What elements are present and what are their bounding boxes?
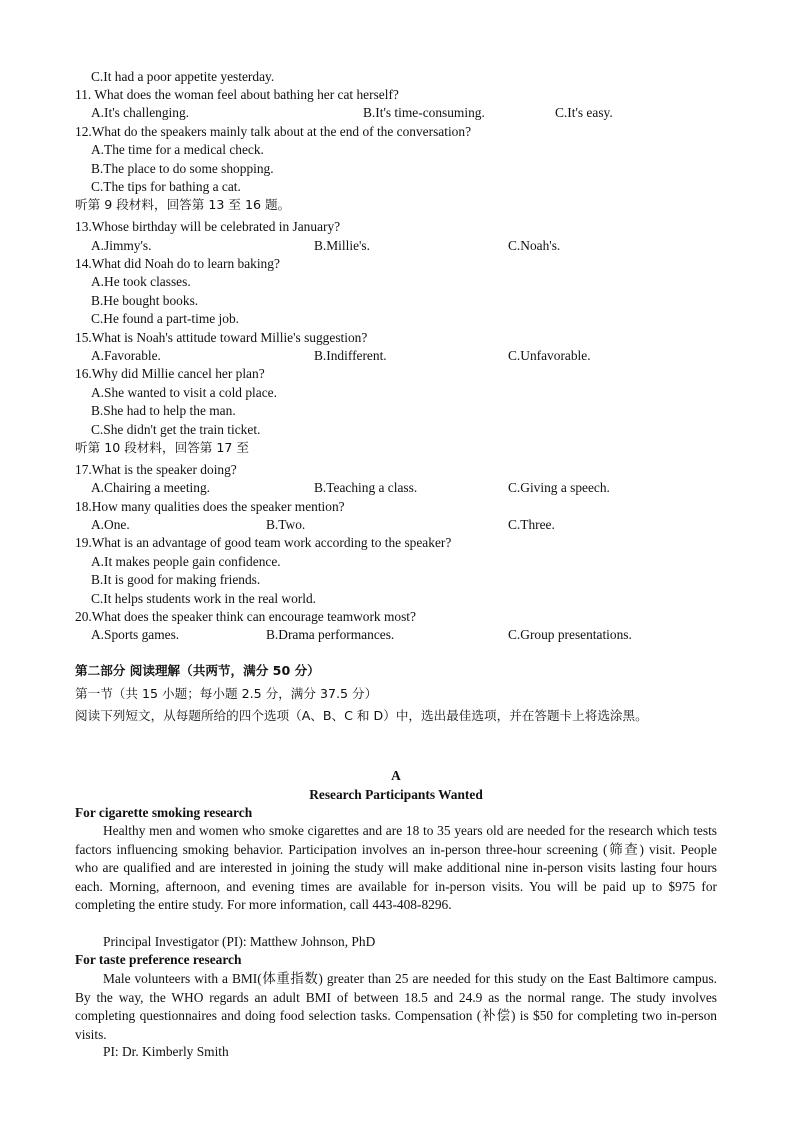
q20-option-c: C.Group presentations. xyxy=(508,627,632,642)
q11-option-c: C.It's easy. xyxy=(555,105,613,120)
q18-option-c: C.Three. xyxy=(508,517,555,532)
q12-stem: 12.What do the speakers mainly talk about at the end of the conversation? xyxy=(75,124,472,139)
q13-option-c: C.Noah's. xyxy=(508,238,561,253)
q14-option-c: C.He found a part-time job. xyxy=(91,311,240,326)
q15-option-b: B.Indifferent. xyxy=(314,348,387,363)
q11-stem: 11. What does the woman feel about bathing her cat herself? xyxy=(75,87,399,102)
q11-option-b: B.It's time-consuming. xyxy=(363,105,485,120)
q18-option-a: A.One. xyxy=(91,517,130,532)
q16-option-a: A.She wanted to visit a cold place. xyxy=(91,385,277,400)
q16-option-c: C.She didn't get the train ticket. xyxy=(91,422,261,437)
q13-option-b: B.Millie's. xyxy=(314,238,370,253)
passage-title: Research Participants Wanted xyxy=(309,787,483,802)
part-2-title: 第二部分 阅读理解（共两节，满分 50 分） xyxy=(75,663,320,678)
q10-option-c: C.It had a poor appetite yesterday. xyxy=(91,69,275,84)
q13-stem: 13.Whose birthday will be celebrated in January? xyxy=(75,219,341,234)
q13-option-a: A.Jimmy's. xyxy=(91,238,152,253)
paragraph-smoking xyxy=(75,822,717,915)
q16-option-b: B.She had to help the man. xyxy=(91,403,236,418)
q19-option-c: C.It helps students work in the real world. xyxy=(91,591,316,606)
q17-stem: 17.What is the speaker doing? xyxy=(75,462,237,477)
section-10-instruction: 听第 10 段材料，回答第 17 至 xyxy=(75,440,250,455)
q12-option-c: C.The tips for bathing a cat. xyxy=(91,179,241,194)
paragraph-smoking-text: Healthy men and women who smoke cigarettes and are 18 to 35 years old are needed for the research which tests factors influencing smoking behavior. Participation involves an in-person three-hour screening (筛查) visit. People who are qualified and are interested in joining the study will make additional nine in-person visits lasting four hours each. Morning, afternoon, and evening times are available for in-person visits. You will be paid up to $975 for completing the entire study. For more information, call 443-408-8296. xyxy=(75,823,717,912)
q14-stem: 14.What did Noah do to learn baking? xyxy=(75,256,280,271)
q15-option-c: C.Unfavorable. xyxy=(508,348,591,363)
q15-option-a: A.Favorable. xyxy=(91,348,161,363)
section-heading-smoking: For cigarette smoking research xyxy=(75,805,253,820)
part-2-section-1: 第一节（共 15 小题；每小题 2.5 分，满分 37.5 分） xyxy=(75,686,378,701)
section-9-instruction: 听第 9 段材料，回答第 13 至 16 题。 xyxy=(75,197,291,212)
q19-option-b: B.It is good for making friends. xyxy=(91,572,261,587)
part-2-instruction: 阅读下列短文，从每题所给的四个选项（A、B、C 和 D）中，选出最佳选项，并在答题卡上将选涂黑。 xyxy=(75,708,648,723)
q20-option-a: A.Sports games. xyxy=(91,627,180,642)
q14-option-b: B.He bought books. xyxy=(91,293,199,308)
q20-stem: 20.What does the speaker think can encourage teamwork most? xyxy=(75,609,416,624)
q17-option-c: C.Giving a speech. xyxy=(508,480,610,495)
principal-investigator-2: PI: Dr. Kimberly Smith xyxy=(103,1044,229,1059)
q20-option-b: B.Drama performances. xyxy=(266,627,395,642)
paragraph-taste xyxy=(75,970,717,1044)
q18-stem: 18.How many qualities does the speaker mention? xyxy=(75,499,345,514)
q11-option-a: A.It's challenging. xyxy=(91,105,189,120)
q17-option-b: B.Teaching a class. xyxy=(314,480,418,495)
q15-stem: 15.What is Noah's attitude toward Millie's suggestion? xyxy=(75,330,368,345)
passage-letter: A xyxy=(391,768,401,783)
q16-stem: 16.Why did Millie cancel her plan? xyxy=(75,366,265,381)
principal-investigator-1: Principal Investigator (PI): Matthew Johnson, PhD xyxy=(103,934,376,949)
q17-option-a: A.Chairing a meeting. xyxy=(91,480,210,495)
q19-stem: 19.What is an advantage of good team work according to the speaker? xyxy=(75,535,452,550)
q14-option-a: A.He took classes. xyxy=(91,274,191,289)
q18-option-b: B.Two. xyxy=(266,517,306,532)
q19-option-a: A.It makes people gain confidence. xyxy=(91,554,281,569)
section-heading-taste: For taste preference research xyxy=(75,952,242,967)
q12-option-a: A.The time for a medical check. xyxy=(91,142,264,157)
q12-option-b: B.The place to do some shopping. xyxy=(91,161,274,176)
paragraph-taste-text: Male volunteers with a BMI(体重指数) greater than 25 are needed for this study on the East Baltimore campus. By the way, the WHO regards an adult BMI of between 18.5 and 24.9 as the normal range. The study involves completing questionnaires and doing food selection tasks. Compensation (补偿) is $50 for completing two in-person visits. xyxy=(75,971,717,1042)
